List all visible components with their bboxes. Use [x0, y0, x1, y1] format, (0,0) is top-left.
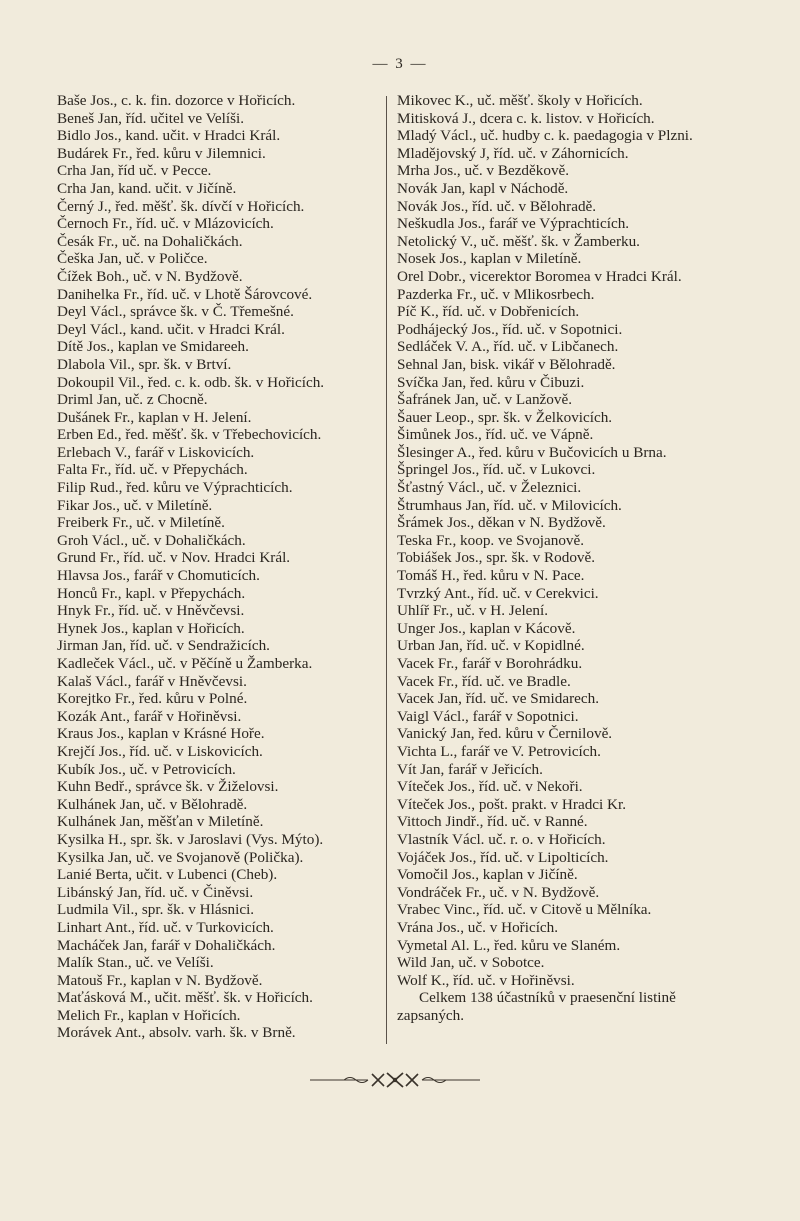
participant-list-left-column	[57, 92, 380, 1042]
participant-entry: Erben Ed., řed. měšť. šk. v Třebechovicích.	[57, 426, 322, 444]
participant-entry: Netolický V., uč. měšť. šk. v Žamberku.	[397, 232, 640, 250]
participant-entry: Morávek Ant., absolv. varh. šk. v Brně.	[57, 1024, 296, 1042]
participant-entry: Orel Dobr., vicerektor Boromea v Hradci Král.	[397, 267, 682, 285]
participant-entry: Libánský Jan, říd. uč. v Činěvsi.	[57, 883, 254, 901]
participant-entry: Dítě Jos., kaplan ve Smidareeh.	[57, 338, 249, 356]
participant-entry: Tomáš H., řed. kůru v N. Pace.	[397, 567, 585, 585]
participant-entry: Hynek Jos., kaplan v Hořicích.	[57, 619, 245, 637]
participant-entry: Šafránek Jan, uč. v Lanžově.	[397, 391, 573, 409]
participant-entry: Šauer Leop., spr. šk. v Želkovicích.	[397, 408, 613, 426]
participant-entry: Česák Fr., uč. na Dohaličkách.	[57, 232, 243, 250]
participant-entry: Wolf K., říd. uč. v Hořiněvsi.	[397, 971, 575, 989]
participant-entry: Urban Jan, říd. uč. v Kopidlné.	[397, 637, 585, 655]
participant-entry: Vlastník Václ. uč. r. o. v Hořicích.	[397, 830, 606, 848]
column-divider	[386, 96, 387, 1044]
participant-entry: Štrumhaus Jan, říd. uč. v Milovicích.	[397, 496, 622, 514]
participant-entry: Vymetal Al. L., řed. kůru ve Slaném.	[397, 936, 621, 954]
participant-entry: Šlesinger A., řed. kůru v Bučovicích u Brna.	[397, 443, 667, 461]
participant-entry: Kulhánek Jan, uč. v Bělohradě.	[57, 795, 248, 813]
participant-entry: Baše Jos., c. k. fin. dozorce v Hořicích.	[57, 92, 296, 109]
participant-entry: Crha Jan, kand. učit. v Jičíně.	[57, 179, 237, 197]
participant-entry: Melich Fr., kaplan v Hořicích.	[57, 1006, 241, 1024]
participant-entry: Pazderka Fr., uč. v Mlikosrbech.	[397, 285, 595, 303]
participant-entry: Víteček Jos., pošt. prakt. v Hradci Kr.	[397, 795, 627, 813]
participant-entry: Danihelka Fr., říd. uč. v Lhotě Šárovcové.	[57, 285, 313, 303]
participant-entry: Mitisková J., dcera c. k. listov. v Hořicích.	[397, 109, 655, 127]
participant-entry: Vrabec Vinc., říd. uč. v Citově u Mělníka.	[397, 901, 652, 919]
participant-entry: Vojáček Jos., říd. uč. v Lipolticích.	[397, 848, 609, 866]
participant-entry: Bidlo Jos., kand. učit. v Hradci Král.	[57, 127, 281, 145]
participant-entry: Vacek Jan, říd. uč. ve Smidarech.	[397, 690, 600, 708]
participant-entry: Kadleček Václ., uč. v Pěčíně u Žamberka.	[57, 655, 313, 672]
participant-entry: Kulhánek Jan, měšťan v Miletíně.	[57, 813, 264, 831]
participant-entry: Vichta L., farář ve V. Petrovicích.	[397, 742, 601, 760]
participant-entry: Nosek Jos., kaplan v Miletíně.	[397, 250, 582, 268]
participant-entry: Vomočil Jos., kaplan v Jičíně.	[397, 866, 578, 884]
participant-entry: Vaigl Václ., farář v Sopotnici.	[397, 707, 579, 725]
participant-entry: Kuhn Bedř., správce šk. v Žiželovsi.	[57, 778, 279, 796]
participant-entry: Kraus Jos., kaplan v Krásné Hoře.	[57, 725, 265, 743]
participant-entry: Vacek Fr., farář v Borohrádku.	[397, 655, 583, 672]
participant-entry: Ludmila Vil., spr. šk. v Hlásnici.	[57, 901, 255, 919]
participant-entry: Kozák Ant., farář v Hořiněvsi.	[57, 707, 242, 725]
participant-entry: Hnyk Fr., říd. uč. v Hněvčevsi.	[57, 602, 245, 620]
participant-entry: Falta Fr., říd. uč. v Přepychách.	[57, 461, 248, 479]
participant-entry: Tobiášek Jos., spr. šk. v Rodově.	[397, 549, 596, 567]
participant-entry: Fikar Jos., uč. v Miletíně.	[57, 496, 213, 514]
participant-entry: Neškudla Jos., farář ve Výprachticích.	[397, 215, 630, 233]
participant-entry: Macháček Jan, farář v Dohaličkách.	[57, 936, 276, 954]
participant-entry: Dlabola Vil., spr. šk. v Brtví.	[57, 355, 232, 373]
participant-list-right-column	[397, 92, 727, 1024]
participant-entry: Jirman Jan, říd. uč. v Sendražicích.	[57, 637, 270, 655]
participant-entry: Crha Jan, říd uč. v Pecce.	[57, 162, 212, 180]
participant-entry: Budárek Fr., řed. kůru v Jilemnici.	[57, 144, 266, 162]
participant-entry: Vittoch Jindř., říd. uč. v Ranné.	[397, 813, 588, 831]
participant-entry: Krejčí Jos., říd. uč. v Liskovicích.	[57, 742, 263, 760]
participant-entry: Dokoupil Vil., řed. c. k. odb. šk. v Hořicích.	[57, 373, 325, 391]
participant-entry: Korejtko Fr., řed. kůru v Polné.	[57, 690, 248, 708]
participant-entry: Novák Jos., říd. uč. v Bělohradě.	[397, 197, 597, 215]
participant-entry: Vacek Fr., říd. uč. ve Bradle.	[397, 672, 571, 690]
participant-entry: Šimůnek Jos., říd. uč. ve Vápně.	[397, 426, 594, 444]
participant-entry: Hlavsa Jos., farář v Chomuticích.	[57, 567, 260, 585]
participant-entry: Šrámek Jos., děkan v N. Bydžově.	[397, 514, 606, 532]
participant-entry: Linhart Ant., říd. uč. v Turkovicích.	[57, 918, 274, 936]
participant-entry: Mladý Václ., uč. hudby c. k. paedagogia v Plzni.	[397, 127, 693, 145]
participant-entry: Filip Rud., řed. kůru ve Výprachticích.	[57, 479, 293, 497]
participant-entry: Kubík Jos., uč. v Petrovicích.	[57, 760, 236, 778]
participant-entry: Kysilka Jan, uč. ve Svojanově (Polička).	[57, 848, 304, 866]
participant-entry: Uhlíř Fr., uč. v H. Jelení.	[397, 602, 549, 620]
participant-entry: Vanický Jan, řed. kůru v Černilově.	[397, 725, 613, 743]
participant-total-note: Celkem 138 účastníků v praesenční listině zapsaných.	[397, 989, 676, 1024]
participant-entry: Malík Stan., uč. ve Velíši.	[57, 954, 214, 972]
participant-entry: Mladějovský J, říd. uč. v Záhornicích.	[397, 144, 629, 162]
participant-entry: Víteček Jos., říd. uč. v Nekoři.	[397, 778, 583, 796]
participant-entry: Dušánek Fr., kaplan v H. Jelení.	[57, 408, 252, 426]
participant-entry: Čížek Boh., uč. v N. Bydžově.	[57, 267, 243, 285]
participant-entry: Černoch Fr., říd. uč. v Mlázovicích.	[57, 215, 274, 233]
participant-entry: Podhájecký Jos., říd. uč. v Sopotnici.	[397, 320, 623, 338]
participant-entry: Unger Jos., kaplan v Kácově.	[397, 619, 576, 637]
participant-entry: Tvrzký Ant., říd. uč. v Cerekvici.	[397, 584, 599, 602]
participant-entry: Honců Fr., kapl. v Přepychách.	[57, 584, 246, 602]
participant-entry: Špringel Jos., říd. uč. v Lukovci.	[397, 461, 596, 479]
participant-entry: Grund Fr., říd. uč. v Nov. Hradci Král.	[57, 549, 291, 567]
participant-entry: Deyl Václ., kand. učit. v Hradci Král.	[57, 320, 285, 338]
participant-entry: Češka Jan, uč. v Poličce.	[57, 250, 208, 268]
participant-entry: Matouš Fr., kaplan v N. Bydžově.	[57, 971, 263, 989]
participant-entry: Sedláček V. A., říd. uč. v Libčanech.	[397, 338, 619, 356]
participant-entry: Šťastný Václ., uč. v Železnici.	[397, 479, 582, 497]
page-number: — 3 —	[372, 56, 428, 72]
participant-entry: Beneš Jan, říd. učitel ve Velíši.	[57, 109, 244, 127]
participant-entry: Vít Jan, farář v Jeřicích.	[397, 760, 543, 778]
participant-entry: Freiberk Fr., uč. v Miletíně.	[57, 514, 225, 532]
participant-entry: Černý J., řed. měšť. šk. dívčí v Hořicích.	[57, 197, 305, 215]
participant-entry: Groh Václ., uč. v Dohaličkách.	[57, 531, 246, 549]
participant-entry: Kysilka H., spr. šk. v Jaroslavi (Vys. Mýto).	[57, 830, 324, 848]
participant-entry: Deyl Václ., správce šk. v Č. Třemešné.	[57, 303, 294, 321]
participant-entry: Píč K., říd. uč. v Dobřenicích.	[397, 303, 580, 321]
participant-entry: Mrha Jos., uč. v Bezděkově.	[397, 162, 570, 180]
participant-entry: Lanié Berta, učit. v Lubenci (Cheb).	[57, 866, 278, 884]
participant-entry: Maťásková M., učit. měšť. šk. v Hořicích.	[57, 989, 313, 1007]
participant-entry: Wild Jan, uč. v Sobotce.	[397, 954, 545, 972]
participant-entry: Teska Fr., koop. ve Svojanově.	[397, 531, 585, 549]
ornament-divider-icon	[310, 1070, 480, 1090]
participant-entry: Erlebach V., farář v Liskovicích.	[57, 443, 255, 461]
participant-entry: Driml Jan, uč. z Chocně.	[57, 391, 208, 409]
participant-entry: Novák Jan, kapl v Náchodě.	[397, 179, 569, 197]
participant-entry: Mikovec K., uč. měšť. školy v Hořicích.	[397, 92, 643, 109]
participant-entry: Sehnal Jan, bisk. vikář v Bělohradě.	[397, 355, 616, 373]
participant-entry: Vondráček Fr., uč. v N. Bydžově.	[397, 883, 600, 901]
participant-entry: Kalaš Václ., farář v Hněvčevsi.	[57, 672, 247, 690]
participant-entry: Vrána Jos., uč. v Hořicích.	[397, 918, 559, 936]
participant-entry: Svíčka Jan, řed. kůru v Čibuzi.	[397, 373, 585, 391]
